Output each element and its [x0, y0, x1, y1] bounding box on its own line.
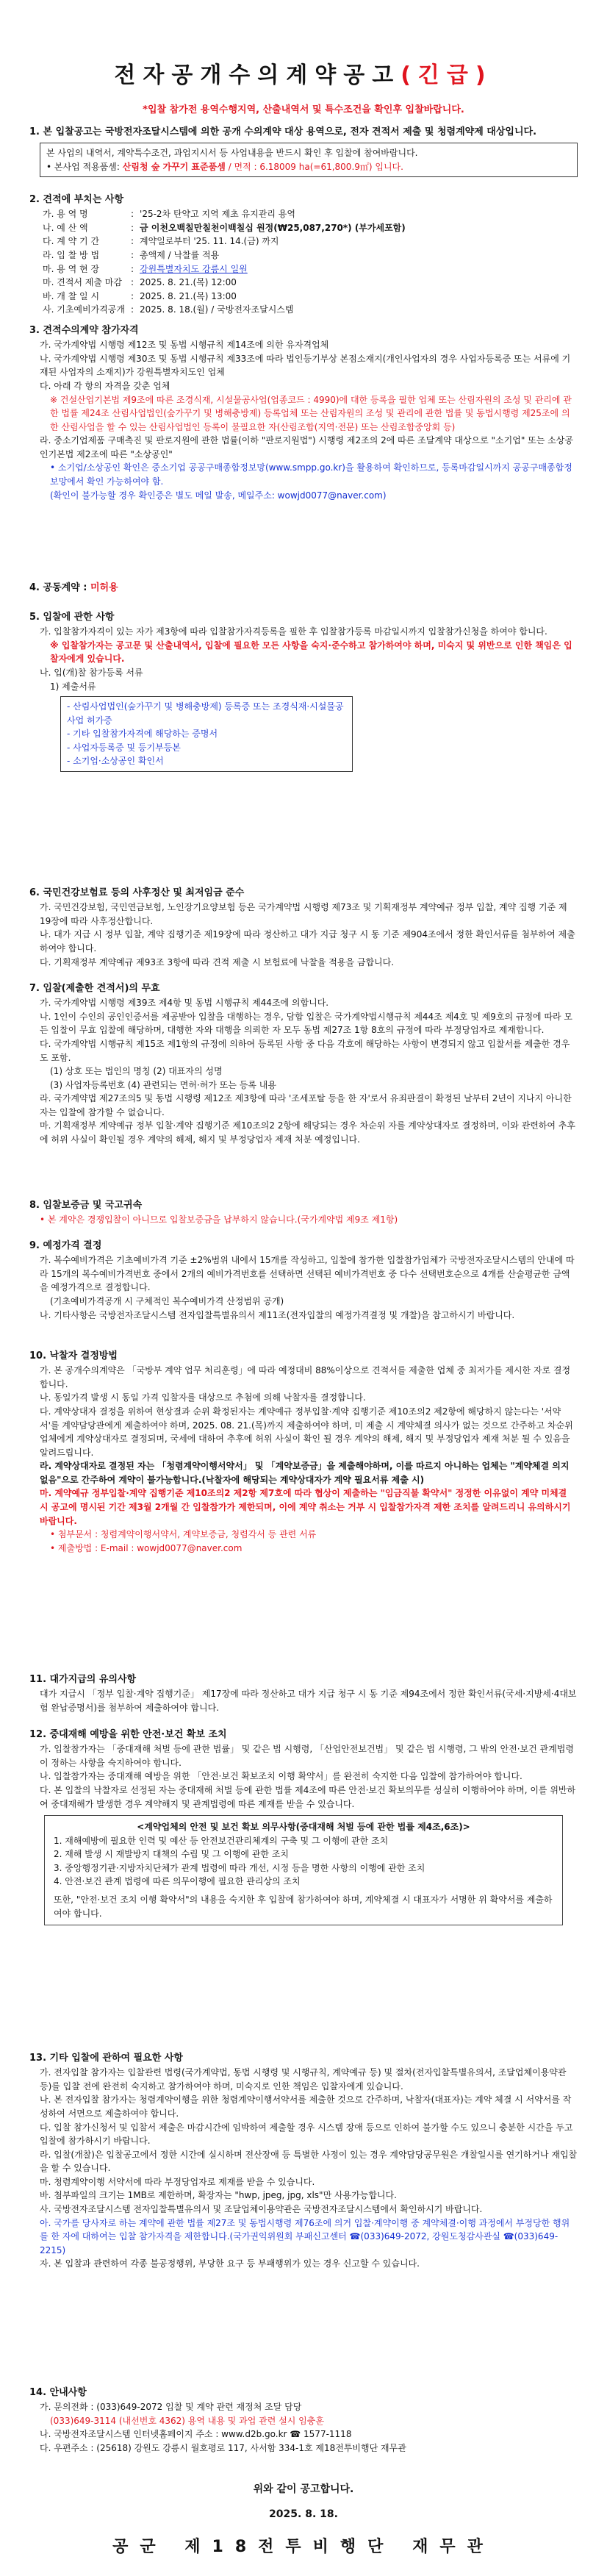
detail-value: 2025. 8. 21.(목) 12:00: [140, 277, 237, 288]
s8-line: • 본 계약은 경쟁입찰이 아니므로 입찰보증금을 납부하지 않습니다.(국가계약법 제9조 제1항): [40, 1214, 398, 1226]
s3-line: 나. 국가계약법 시행령 제30조 및 동법 시행규칙 제33조에 따라 법인등기부상 본점소재지(개인사업자의 경우 사업자등록증 또는 서류에 기재된 사업자의 소재지)가 강원특별자치도인 업체: [40, 353, 571, 378]
s13-line: 마. 청렴계약이행 서약서에 따라 부정당업자로 제재를 받을 수 있습니다.: [40, 2176, 315, 2187]
section-12-heading: 12. 중대재해 예방을 위한 안전·보건 확보 조치: [29, 1729, 227, 1740]
safety-duty-box: [44, 1815, 563, 1925]
s3-line: 가. 국가계약법 시행령 제12조 및 동법 시행규칙 제14조에 의한 유자격업체: [40, 340, 329, 351]
section-4-heading: [29, 581, 578, 595]
detail-key: 가. 용 역 명: [43, 209, 88, 220]
s12-line: 다. 본 입찰의 낙찰자로 선정된 자는 중대재해 처벌 등에 관한 법률 제4조에 따른 안전·보건 확보의무를 성실히 이행하여야 하며, 이를 위반하여 중대재해가 발생한 경우 계약해지 및 관계법령에 따른 제재를 받을 수 있습니다.: [40, 1784, 576, 1809]
contact-address: 다. 우편주소 : (25618) 강원도 강릉시 월호평로 117, 사서함 334-1호 제18전투비행단 재무관: [40, 2442, 406, 2453]
detail-key: 다. 계 약 기 간: [43, 236, 100, 247]
detail-key: 나. 예 산 액: [43, 222, 88, 233]
section-3-heading: 3. 견적수의계약 참가자격: [29, 325, 139, 336]
bid-details-table: [40, 207, 409, 317]
s13-line: 라. 입찰(개찰)은 입찰공고에서 정한 시간에 실시하며 전산장애 등 특별한 사정이 있는 경우 계약담당공무원은 개찰일시를 연기하거나 재입찰을 할 수 있습니다.: [40, 2149, 578, 2174]
section-13-heading: 13. 기타 입찰에 관하여 필요한 사항: [29, 2053, 183, 2064]
signature-block: 공군 제18전투비행단 재무관: [112, 2538, 495, 2556]
s7-line: 다. 국가계약법 시행규칙 제15조 제1항의 규정에 의하여 등록된 사항 중 다음 각호에 해당하는 사항이 변경되지 않고 입찰서를 제출한 경우도 포함.: [40, 1038, 570, 1063]
section-11-heading: 11. 대가지급의 유의사항: [29, 1674, 137, 1685]
section-7-heading: 7. 입찰(제출한 견적서)의 무효: [29, 983, 160, 994]
section-6: [29, 886, 578, 969]
s10-line: 나. 동일가격 발생 시 동일 가격 입찰자를 대상으로 추첨에 의해 낙찰자를 결정합니다.: [40, 1392, 366, 1403]
s9-line: (기초예비가격공개 시 구체적인 복수예비가격 산정범위 공개): [50, 1295, 284, 1306]
detail-value: 2025. 8. 21.(목) 13:00: [140, 290, 237, 301]
s13-line: 아. 국가를 당사자로 하는 계약에 관한 법률 제27조 및 동법시행령 제76조에 의거 입찰·계약이행 중 계약체결·이행 과정에서 부정당한 행위를 한 자에 대하여는 입찰 참가자격을 제한합니다.(국가권익위원회 부패신고센터 ☎(033)649-2072, 강원도청감사관실 ☎(033)649-2215): [40, 2217, 570, 2255]
detail-key: 마. 견적서 제출 마감: [43, 277, 122, 288]
s5-line: 가. 입찰참가자격이 있는 자가 제3항에 따라 입찰참가자격등록을 필한 후 입찰참가등록 마감일시까지 입찰참가신청을 하여야 합니다.: [40, 626, 547, 637]
s5-line: ※ 입찰참가자는 공고문 및 산출내역서, 입찰에 필요한 모든 사항을 숙지·준수하고 참가하여야 하며, 미숙지 및 위반으로 인한 책임은 입찰자에게 있습니다.: [50, 640, 572, 665]
s13-line: 가. 전자입찰 참가자는 입찰관련 법령(국가계약법, 동법 시행령 및 시행규칙, 계약예규 등) 및 절차(전자입찰특별유의서, 조달업체이용약관 등)를 입찰 전에 완전히 숙지하고 참가하여야 하며, 미숙지로 인한 책임은 입찰자에게 있습니다.: [40, 2067, 567, 2092]
detail-value: 2025. 8. 18.(월) / 국방전자조달시스템: [140, 304, 294, 315]
section-1-heading: 1. 본 입찰공고는 국방전자조달시스템에 의한 공개 수의계약 대상 용역으로, 전자 견적서 제출 및 청렴계약제 대상입니다.: [29, 126, 537, 137]
contact-website: 나. 국방전자조달시스템 인터넷홈페이지 주소 : www.d2b.go.kr ☎ 1577-1118: [40, 2429, 352, 2440]
section-1-box: [40, 143, 578, 177]
section-11: [29, 1672, 578, 1714]
urgent-label: (긴급): [401, 62, 493, 88]
section-1: [29, 125, 578, 177]
section-9: [29, 1239, 578, 1322]
s11-line: 대가 지급시 「정부 입찰·계약 집행기준」 제17장에 따라 정산하고 대가 지급 청구 시 동 기준 제94조에서 정한 확인서류(국세·지방세·4대보험 완납증명서)를 첨부하여 제출하여야 합니다.: [40, 1689, 577, 1713]
section-5: [29, 610, 578, 772]
section-9-heading: 9. 예정가격 결정: [29, 1240, 102, 1251]
safety-box-line: 3. 중앙행정기관·지방자치단체가 관계 법령에 따라 개선, 시정 등을 명한 사항의 이행에 관한 조치: [54, 1862, 425, 1873]
detail-key: 마. 용 역 현 장: [43, 263, 100, 274]
section-12: [29, 1728, 578, 1925]
safety-box-line: 1. 재해예방에 필요한 인력 및 예산 등 안전보건관리체계의 구축 및 그 이행에 관한 조치: [54, 1835, 389, 1846]
detail-row: 가. 용 역 명 : '25-2차 탄약고 지역 제초 유지관리 용역: [40, 207, 409, 221]
s6-line: 다. 기획재정부 계약예규 제93조 3항에 따라 견적 제출 시 보험료에 낙찰율 적용을 금합니다.: [40, 956, 395, 967]
s13-line: 나. 본 전자입찰 참가자는 청렴계약이행을 위한 청렴계약이행서약서를 제출한 것으로 간주하며, 낙찰자(대표자)는 계약 체결 시 서약서를 작성하여 서면으로 제출하여야 합니다.: [40, 2094, 572, 2119]
s12-line: 나. 입찰참가자는 중대재해 예방을 위한 「안전·보건 확보조치 이행 확약서」를 완전히 숙지한 다음 입찰에 참가하여야 합니다.: [40, 1771, 522, 1782]
s5-doc: - 사업자등록증 및 등기부등본: [67, 742, 181, 753]
notice-date: 2025. 8. 18.: [269, 2508, 338, 2520]
s10-line: • 제출방법 : E-mail : wowjd0077@naver.com: [50, 1542, 243, 1553]
s4-label: 4. 공동계약 :: [29, 582, 87, 593]
section-13: [29, 2051, 578, 2271]
s7-line: (1) 상호 또는 법인의 명칭 (2) 대표자의 성명: [50, 1066, 223, 1077]
s12-line: 가. 입찰참가자는 「중대재해 처벌 등에 관한 법률」 및 같은 법 시행령, 「산업안전보건법」 및 같은 법 시행령, 그 밖의 안전·보건 관계법령이 정하는 사항을 숙지하여야 합니다.: [40, 1744, 574, 1768]
detail-row: 라. 입 찰 방 법 : 총액제 / 낙찰률 적용: [40, 248, 409, 262]
detail-key: 라. 입 찰 방 법: [43, 249, 100, 260]
section-14: [29, 2386, 578, 2455]
box2-prefix: • 본사업 적용품셈:: [46, 161, 120, 172]
s9-line: 나. 기타사항은 국방전자조달시스템 전자입찰특별유의서 제11조(전자입찰의 예정가격결정 및 개찰)을 참고하시기 바랍니다.: [40, 1309, 515, 1320]
detail-row: 마. 견적서 제출 마감 : 2025. 8. 21.(목) 12:00: [40, 276, 409, 290]
s10-line: 마. 계약예규 정부입찰·계약 집행기준 제10조의2 제2항 제7호에 따라 협상이 제출하는 "임금직불 확약서" 정정한 이유없이 계약 미체결 시 공고에 명시된 기간 제3월 2개월 간 입찰참가가 제한되며, 이에 계약 취소는 거부 시 입찰참가자격 제한 조치를 알려드리니 유의하시기 바랍니다.: [40, 1488, 571, 1526]
s13-line: 사. 국방전자조달시스템 전자입찰특별유의서 및 조달업체이용약관은 국방전자조달시스템에서 확인하시기 바랍니다.: [40, 2204, 483, 2215]
s5-line: 나. 입(개)찰 참가등록 서류: [40, 667, 143, 678]
contact-phone: 가. 문의전화 : (033)649-2072 입찰 및 계약 관련 재정처 조달 담당: [40, 2402, 302, 2413]
s10-line: 가. 본 공개수의계약은 「국방부 계약 업무 처리훈령」에 따라 예정대비 88%이상으로 견적서를 제출한 업체 중 최저가를 제시한 자로 결정합니다.: [40, 1365, 571, 1389]
detail-value: 계약일로부터 '25. 11. 14.(금) 까지: [140, 236, 279, 247]
closing-statement: 위와 같이 공고합니다.: [253, 2483, 354, 2495]
detail-key: 사. 기초예비가격공개: [43, 304, 125, 315]
s6-line: 나. 대가 지급 시 정부 입찰, 계약 집행기준 제19장에 따라 정산하고 대가 지급 청구 시 동 기준 제904조에서 정한 확인서류를 첨부하여 제출하여야 합니다.: [40, 929, 575, 954]
s13-line: 자. 본 입찰과 관련하여 각종 불공정행위, 부당한 요구 등 부패행위가 있는 경우 신고할 수 있습니다.: [40, 2258, 420, 2269]
section-3: [29, 323, 578, 502]
section-14-heading: 14. 안내사항: [29, 2387, 87, 2398]
section-2-heading: 2. 견적에 부치는 사항: [29, 194, 124, 205]
bid-notice: *입찰 참가전 용역수행지역, 산출내역서 및 특수조건을 확인후 입찰바랍니다.: [143, 104, 464, 115]
box2-highlight: 산림청 숲 가꾸기 표준품셈: [122, 161, 226, 172]
detail-value: 금 이천오백칠만칠천이백칠십 원정(₩25,087,270*) (부가세포함): [140, 222, 406, 233]
s9-line: 가. 복수예비가격은 기초예비가격 기준 ±2%범위 내에서 15개를 작성하고, 입찰에 참가한 입찰참가업체가 국방전자조달시스템의 안내에 따라 15개의 복수예비가격번호 중에서 2개의 예비가격번호를 선택하면 선택된 예비가격번호 중 다수 선택번호순으로 4개를 산술평균한 금액을 예정가격으로 결정합니다.: [40, 1255, 575, 1293]
page-title: [0, 59, 607, 93]
title-text: 전자공개수의계약공고: [114, 62, 401, 88]
s3-line: 라. 중소기업제품 구매촉진 및 판로지원에 관한 법률(이하 "판로지원법") 시행령 제2조의 2에 따른 조달계약 대상으로 "소기업" 또는 소상공인기본법 제2조에 따른 "소상공인": [40, 435, 573, 459]
s3-line: ※ 건설산업기본법 제9조에 따른 조경식재, 시설물공사업(업종코드 : 4990)에 대한 등록을 필한 업체 또는 산림자원의 조성 및 관리에 관한 법률 제24조 산림사업법인(숲가꾸기 및 병해충방제) 등록업체 또는 산림자원의 조성 및 관리에 관한 법률 및 동법시행령 제25조에 의한 산림사업을 할 수 있는 산림사업법인 등록이 불필요한 자(산림조합(지역·전문) 또는 산림조합중앙회 등): [50, 394, 572, 432]
section-2: [29, 193, 578, 317]
s13-line: 바. 첨부파일의 크기는 1MB로 제한하며, 확장자는 "hwp, jpeg, jpg, xls"만 사용가능합니다.: [40, 2190, 397, 2201]
s10-line: 다. 계약상대자 결정을 위하여 현상결과 순위 확정된자는 계약예규 정부입찰·계약 집행기준 제10조의2 제2항에 해당하지 않는다는 '서약서'를 계약담당관에게 제출하여야 하며, 2025. 08. 21.(목)까지 제출하여야 하며, 미 제출 시 계약체결 의사가 없는 것으로 간주하고 차순위 업체에게 계약상대자로 결정되며, 국세에 대하여 추후에 허위 사실이 확인 될 경우 계약의 해제, 해지 및 부정당업자 제재 처분 될 수 있음을 알려드립니다.: [40, 1406, 573, 1458]
contact-phone-2: (033)649-3114 (내선번호 4362) 용역 내용 및 과업 관련 설시 임충훈: [50, 2415, 324, 2426]
detail-value: 강원특별자치도 강릉시 일원: [140, 263, 248, 274]
safety-box-line: 4. 안전·보건 관계 법령에 따른 의무이행에 필요한 관리상의 조치: [54, 1876, 301, 1887]
detail-value: '25-2차 탄약고 지역 제초 유지관리 용역: [140, 209, 295, 220]
s5-doc: - 소기업·소상공인 확인서: [67, 756, 164, 767]
s5-doc: - 산림사업법인(숲가꾸기 및 병해충방제) 등록증 또는 조경식재·시설물공사업 허가증: [67, 701, 344, 726]
s13-line: 다. 입찰 참가신청서 및 입찰서 제출은 마감시간에 임박하여 제출할 경우 시스템 장애 등으로 인하여 불가할 수도 있으니 충분한 시간을 두고 입찰에 참가하시기 바랍니다.: [40, 2122, 573, 2147]
detail-value: 총액제 / 낙찰률 적용: [140, 249, 220, 260]
section-8: [29, 1198, 578, 1227]
detail-row: 바. 개 찰 일 시 : 2025. 8. 21.(목) 13:00: [40, 290, 409, 304]
section-1-box-line1: 본 사업의 내역서, 계약특수조건, 과업지시서 등 사업내용을 반드시 확인 후 입찰에 참여바랍니다.: [46, 148, 418, 159]
s3-line: • 소기업/소상공인 확인은 중소기업 공공구매종합정보망(www.smpp.go.kr)을 활용하여 확인하므로, 등록마감일시까지 공공구매종합정보망에서 확인 가능하여야 함.: [50, 462, 572, 487]
s3-line: (확인이 불가능할 경우 확인증은 별도 메일 발송, 메일주소: wowjd0077@naver.com): [50, 490, 387, 501]
section-10-heading: 10. 낙찰자 결정방법: [29, 1350, 118, 1362]
section-1-box-line2: [46, 160, 571, 174]
s5-line: 1) 제출서류: [50, 681, 96, 692]
s6-line: 가. 국민건강보험, 국민연금보험, 노인장기요양보험 등은 국가계약법 시행령 제73조 및 기획재정부 계약예규 정부 입찰, 계약 집행 기준 제19장에 따라 사후정산합니다.: [40, 902, 567, 926]
section-10: [29, 1349, 578, 1555]
detail-row: 사. 기초예비가격공개 : 2025. 8. 18.(월) / 국방전자조달시스템: [40, 303, 409, 317]
s10-line: 라. 계약상대자로 결정된 자는 「청렴계약이행서약서」 및 「계약보증금」을 제출해야하며, 이를 따르지 아니하는 업체는 "계약체결 의지 없음"으로 간주하여 계약이 불가능합니다.(낙찰자에 해당되는 계약상대자가 계약 필요서류 제출 시): [40, 1461, 570, 1485]
section-8-heading: 8. 입찰보증금 및 국고귀속: [29, 1200, 143, 1211]
section-4: [29, 581, 578, 595]
safety-box-line: 2. 재해 발생 시 재발방지 대책의 수립 및 그 이행에 관한 조치: [54, 1849, 290, 1860]
s7-line: (3) 사업자등록번호 (4) 관련되는 면허·허가 또는 등록 내용: [50, 1079, 276, 1090]
section-5-heading: 5. 입찰에 관한 사항: [29, 612, 115, 623]
safety-box-line: 또한, "안전·보건 조치 이행 확약서"의 내용을 숙지한 후 입찰에 참가하여야 하며, 계약체결 시 대표자가 서명한 위 확약서를 제출하여야 합니다.: [54, 1895, 553, 1919]
s5-doc: - 기타 입찰참가자격에 해당하는 증명서: [67, 729, 218, 740]
detail-row: 마. 용 역 현 장 : 강원특별자치도 강릉시 일원: [40, 262, 409, 276]
section-7: [29, 981, 578, 1147]
s4-value: 미허용: [90, 582, 118, 593]
safety-box-title: <계약업체의 안전 및 보건 확보 의무사항(중대재해 처벌 등에 관한 법률 제4조,6조)>: [137, 1822, 470, 1833]
s7-line: 가. 국가계약법 시행령 제39조 제4항 및 동법 시행규칙 제44조에 의합니다.: [40, 998, 329, 1009]
box2-suffix: / 면적 : 6.18009 ha(=61,800.9㎡) 입니다.: [228, 161, 403, 172]
s7-line: 라. 국가계약법 제27조의5 및 동법 시행령 제12조 제3항에 따라 '조세포탈 등을 한 자'로서 유죄판결이 확정된 날부터 2년이 지나지 아니한 자는 입찰에 참가할 수 없습니다.: [40, 1093, 572, 1117]
detail-row: 나. 예 산 액 : 금 이천오백칠만칠천이백칠십 원정(₩25,087,270*) (부가세포함): [40, 221, 409, 235]
detail-key: 바. 개 찰 일 시: [43, 290, 100, 301]
s5-doc-box: [60, 696, 353, 772]
s3-line: 다. 아래 각 항의 자격을 갖춘 업체: [40, 380, 170, 391]
s7-line: 나. 1인이 수인의 공인인증서를 제공받아 입찰을 대행하는 경우, 담합 입찰은 국가계약법시행규칙 제44조 제4호 및 제9호의 규정에 따라 모든 입찰이 무효 입찰에 해당하며, 대행한 자와 대행을 의뢰한 자 모두 동법 제27조 1항 8호의 규정에 따라 부정당업자로 제재합니다.: [40, 1011, 573, 1036]
s7-line: 마. 기획재정부 계약예규 정부 입찰·계약 집행기준 제10조의2 2항에 해당되는 경우 차순위 자를 계약상대자로 결정하며, 이와 관련하여 추후에 허위 사실이 확인될 경우 계약의 해제, 해지 및 부정당업자 제재 처분 예정입니다.: [40, 1120, 575, 1145]
section-6-heading: 6. 국민건강보험료 등의 사후정산 및 최저임금 준수: [29, 887, 245, 898]
detail-row: 다. 계 약 기 간 : 계약일로부터 '25. 11. 14.(금) 까지: [40, 235, 409, 248]
s10-line: • 첨부문서 : 청렴계약이행서약서, 계약보증금, 청렴각서 등 관련 서류: [50, 1529, 317, 1540]
